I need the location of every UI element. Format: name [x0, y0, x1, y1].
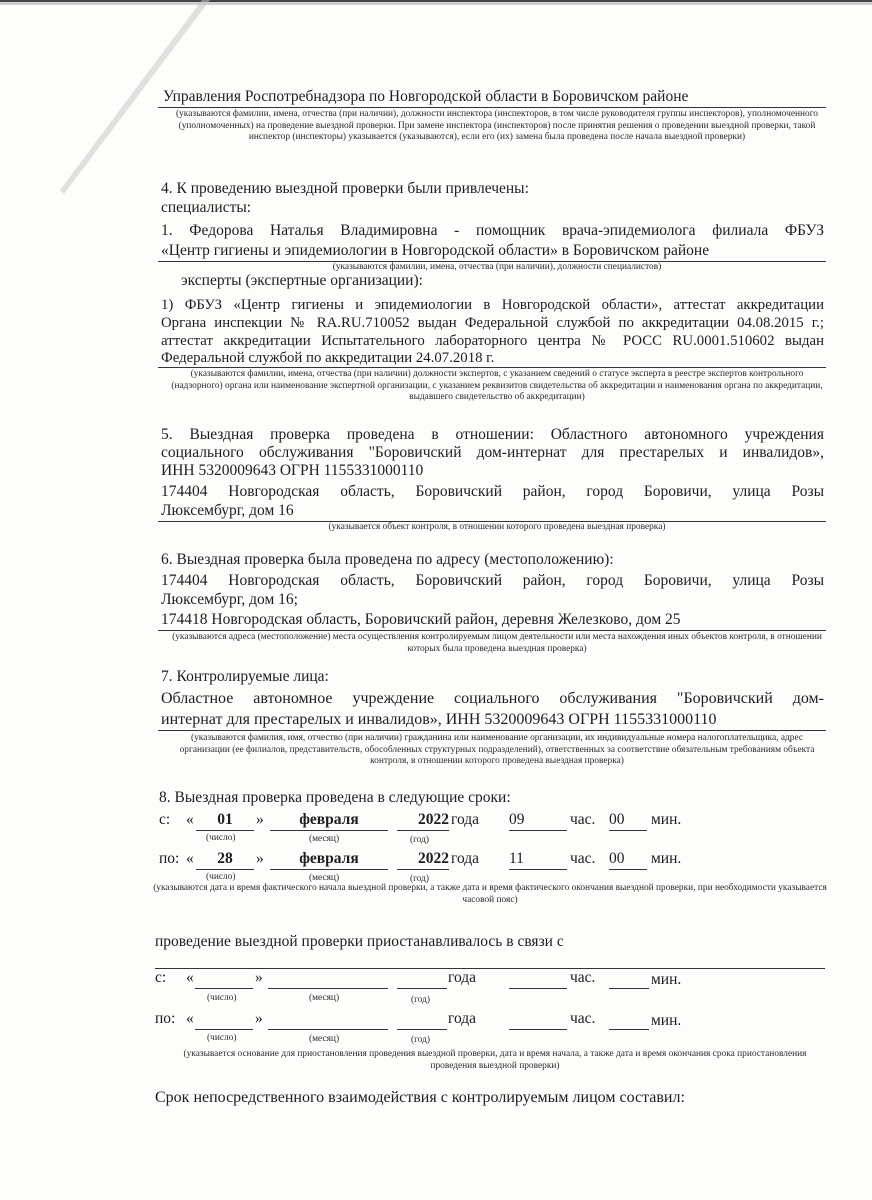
s8-to-cap-month: (месяц) [309, 873, 340, 883]
susp-to-hour-word: час. [570, 1010, 596, 1027]
s4-expert-1a: 1) ФБУЗ «Центр гигиены и эпидемиологии в Новгородской области», аттестат аккредитации [161, 297, 824, 313]
susp-from-year-word: года [448, 969, 477, 986]
susp-to-hour [509, 1010, 567, 1030]
s4-specialist-1b: «Центр гигиены и эпидемиологии в Новгородской области» в Боровичском районе [161, 242, 710, 259]
susp-to-cap-year: (год) [411, 1035, 431, 1045]
s8-from-quote-close: » [256, 811, 264, 828]
s8-from-day: 01 [196, 811, 254, 831]
susp-to-quote-close: » [255, 1010, 263, 1027]
s8-from-cap-month: (месяц) [309, 834, 340, 844]
susp-to-year [397, 1010, 447, 1030]
susp-from-day [195, 969, 253, 989]
s5-line-2: социального обслуживания "Боровичский дом-интернат для престарелых и инвалидов», [161, 444, 824, 461]
susp-to-min-word: мин. [651, 1012, 682, 1029]
s7-line-1: 7. Контролируемые лица: [161, 668, 329, 685]
s8-from-min: 00 [609, 811, 647, 831]
s8-to-month: февраля [270, 850, 388, 870]
s5-line-3: ИНН 5320009643 ОГРН 1155331000110 [161, 462, 424, 479]
susp-to-cap-month: (месяц) [309, 1034, 340, 1044]
susp-to-quote-open: « [186, 1010, 194, 1027]
susp-to-cap-day: (число) [207, 1033, 237, 1043]
s8-title: 8. Выездная проверка проведена в следующие сроки: [159, 789, 511, 806]
s8-caption: (указываются дата и время фактического начала выездной проверки, а также дата и время фактического окончания выездной проверки, при необходимости указывается часовой пояс) [153, 883, 827, 905]
s6-line-2: 174404 Новгородская область, Боровичский район, город Боровичи, улица Розы [161, 572, 824, 589]
s8-from-label: с: [159, 811, 171, 828]
susp-from-min [609, 969, 649, 989]
s8-to-min: 00 [609, 850, 647, 870]
s7-line-3: интернат для престарелых и инвалидов», ИНН 5320009643 ОГРН 1155331000110 [161, 711, 717, 728]
s8-to-quote-close: » [256, 850, 264, 867]
s7-caption: (указываются фамилия, имя, отчество (при наличии) гражданина или наименование организации, их индивидуальные номера налогоплательщика, адрес организации (ее филиалов, представительств, обособленных структурных подразделений), ответственных за соответствие обязательным требованиям объекта контроля, в отношении которого проведена выездная проверка) [179, 733, 815, 766]
susp-from-month [268, 969, 388, 989]
susp-from-quote-open: « [186, 969, 194, 986]
susp-from-cap-month: (месяц) [309, 993, 340, 1003]
header-rule [158, 107, 826, 108]
s6-rule [158, 630, 826, 631]
s5-line-5: Люксембург, дом 16 [161, 502, 294, 519]
s8-to-year: 2022 [397, 850, 449, 870]
susp-to-label: по: [155, 1010, 176, 1027]
susp-to-year-word: года [448, 1010, 477, 1027]
susp-from-year [397, 969, 447, 989]
s4-specialist-1a: 1. Федорова Наталья Владимировна - помощник врача-эпидемиолога филиала ФБУЗ [161, 222, 824, 239]
susp-title: проведение выездной проверки приостанавливалось в связи с [155, 933, 564, 950]
s8-to-hour-word: час. [570, 850, 596, 867]
s7-rule [158, 730, 826, 731]
susp-caption: (указывается основание для приостановления проведения выездной проверки, дата и время начала, а также дата и время окончания срока приостановления проведения выездной проверки) [183, 1049, 807, 1071]
s8-from-year-word: года [451, 811, 480, 828]
s8-from-hour-word: час. [570, 811, 596, 828]
s4-expert-1c: аттестат аккредитации Испытательного лабораторного центра № РОСС RU.0001.510602 выдан [161, 333, 824, 349]
s4-experts-caption: (указываются фамилии, имена, отчества (при наличии) должности экспертов, с указанием сведений о статусе эксперта в реестре экспертов контрольного (надзорного) органа или наименование экспертной организации, с указанием реквизитов свидетельства об аккредитации и наименования органа по аккредитации, выдавшего свидетельство об аккредитации) [171, 369, 823, 402]
s8-to-cap-day: (число) [206, 872, 236, 882]
s8-to-label: по: [159, 850, 180, 867]
s8-from-year: 2022 [397, 811, 449, 831]
s8-from-month: февраля [270, 811, 388, 831]
s8-to-quote-open: « [186, 850, 194, 867]
s8-to-cap-year: (год) [410, 874, 430, 884]
s6-line-4: 174418 Новгородская область, Боровичский район, деревня Железково, дом 25 [161, 611, 681, 628]
s6-caption: (указываются адреса (местоположение) места осуществления контролируемым лицом деятельности или места нахождения иных объектов контроля, в отношении которых была проведена выездная проверка) [172, 632, 822, 654]
s8-to-min-word: мин. [651, 850, 682, 867]
s7-line-2: Областное автономное учреждение социального обслуживания "Боровичский дом- [161, 690, 824, 707]
s8-to-year-word: года [451, 850, 480, 867]
s5-caption: (указывается объект контроля, в отношении которого проведена выездная проверка) [328, 522, 666, 532]
susp-from-min-word: мин. [651, 971, 682, 988]
susp-from-hour [509, 969, 567, 989]
s4-experts-label: эксперты (экспертные организации): [181, 272, 423, 289]
susp-to-month [268, 1010, 388, 1030]
s8-to-hour: 11 [509, 850, 567, 870]
term-line: Срок непосредственного взаимодействия с контролируемым лицом составил: [155, 1089, 685, 1106]
s4-specialists-label: специалисты: [161, 199, 252, 216]
susp-to-day [195, 1010, 253, 1030]
s6-line-1: 6. Выездная проверка была проведена по адресу (местоположению): [161, 551, 614, 568]
susp-from-quote-close: » [255, 969, 263, 986]
susp-from-label: с: [155, 969, 167, 986]
s4-expert-1d: Федеральной службой по аккредитации 24.07.2018 г. [161, 350, 495, 366]
susp-from-hour-word: час. [570, 969, 596, 986]
susp-to-min [609, 1010, 649, 1030]
s6-line-3: Люксембург, дом 16; [161, 591, 298, 608]
s8-from-hour: 09 [509, 811, 567, 831]
susp-from-cap-day: (число) [207, 993, 237, 1003]
s4-experts-rule [158, 367, 826, 368]
s8-from-min-word: мин. [651, 811, 682, 828]
header-org: Управления Роспотребнадзора по Новгородской области в Боровичском районе [163, 88, 689, 105]
s5-line-4: 174404 Новгородская область, Боровичский район, город Боровичи, улица Розы [161, 483, 824, 500]
s8-from-cap-year: (год) [410, 835, 430, 845]
s4-title: 4. К проведению выездной проверки были привлечены: [161, 180, 529, 197]
susp-from-cap-year: (год) [411, 995, 431, 1005]
s4-specialists-caption: (указываются фамилии, имена, отчества (при наличии), должности специалистов) [332, 262, 662, 272]
s5-line-1: 5. Выездная проверка проведена в отношении: Областного автономного учреждения [161, 426, 824, 443]
s8-to-day: 28 [196, 850, 254, 870]
s4-expert-1b: Органа инспекции № RA.RU.710052 выдан Федеральной службой по аккредитации 04.08.2015 г.; [161, 315, 824, 331]
header-caption: (указываются фамилии, имена, отчества (при наличии), должности инспектора (инспекторов, в том числе руководителя группы инспекторов), уполномоченного (уполномоченных) на проведение выездной проверки. При замене инспектора (инспекторов) после принятия решения о проведении выездной проверки, такой инспектор (инспекторы) указывается (указываются), если его (их) замена была проведена после начала выездной проверки) [175, 109, 818, 142]
s8-from-quote-open: « [186, 811, 194, 828]
s8-from-cap-day: (число) [206, 833, 236, 843]
